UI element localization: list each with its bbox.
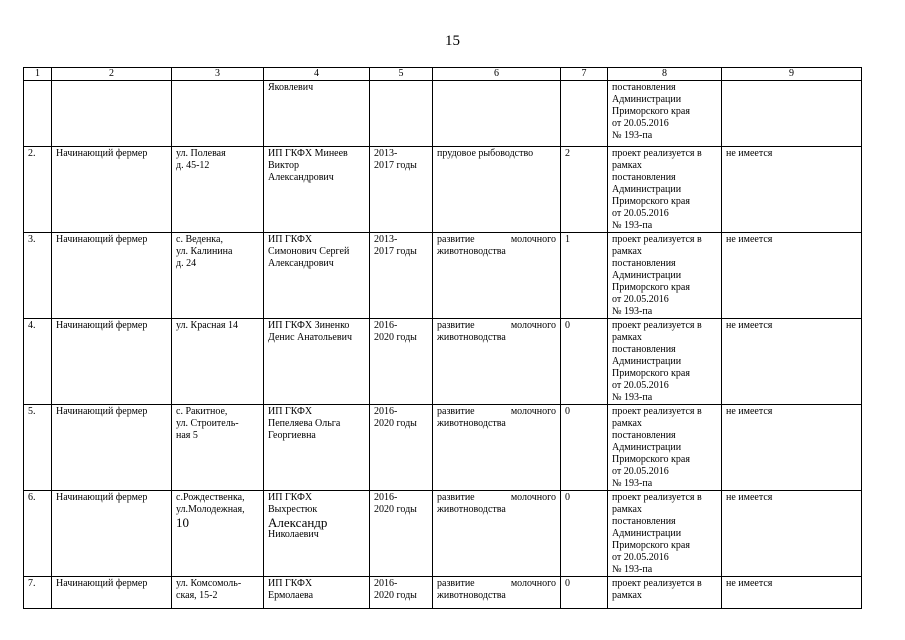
column-header: 2 [52, 68, 172, 81]
table-row [24, 577, 862, 609]
project-owner: ИП ГКФХ Ермолаева [264, 577, 370, 609]
table-row [24, 81, 862, 147]
project-count: 1 [561, 233, 608, 319]
project-note: не имеется [722, 233, 862, 319]
project-note [722, 81, 862, 147]
project-owner: ИП ГКФХ Минеев Виктор Александрович [264, 147, 370, 233]
project-address: с. Ракитное, ул. Строитель- ная 5 [172, 405, 264, 491]
project-note: не имеется [722, 491, 862, 577]
project-basis: постановления Администрации Приморского края от 20.05.2016 № 193-па [608, 81, 722, 147]
project-direction: развитие молочного животноводства [433, 577, 561, 609]
project-owner: ИП ГКФХ Выхрестюк [268, 492, 318, 515]
table-row [24, 405, 862, 491]
project-type: Начинающий фермер [52, 405, 172, 491]
project-period: 2013- 2017 годы [370, 147, 433, 233]
row-number: 6. [24, 491, 52, 577]
project-note: не имеется [722, 577, 862, 609]
project-direction: развитие молочного животноводства [433, 491, 561, 577]
project-basis: проект реализуется в рамках постановления Администрации Приморского края от 20.05.2016 № 193-па [608, 147, 722, 233]
page-number: 15 [445, 33, 460, 49]
row-number: 5. [24, 405, 52, 491]
project-basis: проект реализуется в рамках постановления Администрации Приморского края от 20.05.2016 № 193-па [608, 319, 722, 405]
project-note: не имеется [722, 405, 862, 491]
project-count: 0 [561, 319, 608, 405]
row-number: 7. [24, 577, 52, 609]
project-address: ул. Красная 14 [172, 319, 264, 405]
project-type: Начинающий фермер [52, 491, 172, 577]
project-basis: проект реализуется в рамках постановления Администрации Приморского края от 20.05.2016 № 193-па [608, 491, 722, 577]
project-type: Начинающий фермер [52, 147, 172, 233]
project-owner-firstname: Александр [268, 515, 328, 530]
project-address: ул. Полевая д. 45-12 [172, 147, 264, 233]
column-header: 3 [172, 68, 264, 81]
project-count: 0 [561, 577, 608, 609]
project-period: 2016- 2020 годы [370, 405, 433, 491]
project-direction [433, 81, 561, 147]
project-address: ул. Комсомоль- ская, 15-2 [172, 577, 264, 609]
table-row [24, 491, 862, 577]
row-number: 3. [24, 233, 52, 319]
project-owner: Яковлевич [264, 81, 370, 147]
project-note: не имеется [722, 147, 862, 233]
project-period: 2016- 2020 годы [370, 491, 433, 577]
project-address-house: 10 [176, 515, 189, 530]
project-count [561, 81, 608, 147]
project-basis: проект реализуется в рамках постановления Администрации Приморского края от 20.05.2016 № 193-па [608, 233, 722, 319]
project-owner: ИП ГКФХ Пепеляева Ольга Георгиевна [264, 405, 370, 491]
projects-table [23, 67, 862, 609]
column-header: 9 [722, 68, 862, 81]
project-type [52, 81, 172, 147]
project-address-cell [172, 491, 264, 577]
project-count: 2 [561, 147, 608, 233]
project-address [172, 81, 264, 147]
project-basis: проект реализуется в рамках постановления Администрации Приморского края от 20.05.2016 № 193-па [608, 405, 722, 491]
project-type: Начинающий фермер [52, 233, 172, 319]
project-direction: развитие молочного животноводства [433, 319, 561, 405]
project-period: 2016- 2020 годы [370, 577, 433, 609]
column-numbers-row [24, 68, 862, 81]
project-basis: проект реализуется в рамках [608, 577, 722, 609]
project-count: 0 [561, 491, 608, 577]
project-period [370, 81, 433, 147]
table-row [24, 319, 862, 405]
row-number [24, 81, 52, 147]
column-header: 1 [24, 68, 52, 81]
project-count: 0 [561, 405, 608, 491]
project-note: не имеется [722, 319, 862, 405]
project-address: с. Веденка, ул. Калинина д. 24 [172, 233, 264, 319]
column-header: 8 [608, 68, 722, 81]
project-owner-patronymic: Николаевич [268, 529, 319, 540]
project-type: Начинающий фермер [52, 577, 172, 609]
project-type: Начинающий фермер [52, 319, 172, 405]
table-row [24, 233, 862, 319]
project-address: с.Рождественка, ул.Молодежная, [176, 492, 245, 515]
project-owner-cell [264, 491, 370, 577]
column-header: 5 [370, 68, 433, 81]
project-owner: ИП ГКФХ Симонович Сергей Александрович [264, 233, 370, 319]
column-header: 4 [264, 68, 370, 81]
row-number: 2. [24, 147, 52, 233]
project-period: 2016- 2020 годы [370, 319, 433, 405]
project-period: 2013- 2017 годы [370, 233, 433, 319]
project-direction: развитие молочного животноводства [433, 233, 561, 319]
project-owner: ИП ГКФХ Зиненко Денис Анатольевич [264, 319, 370, 405]
project-direction: прудовое рыбоводство [433, 147, 561, 233]
row-number: 4. [24, 319, 52, 405]
project-direction: развитие молочного животноводства [433, 405, 561, 491]
column-header: 7 [561, 68, 608, 81]
table-row [24, 147, 862, 233]
column-header: 6 [433, 68, 561, 81]
